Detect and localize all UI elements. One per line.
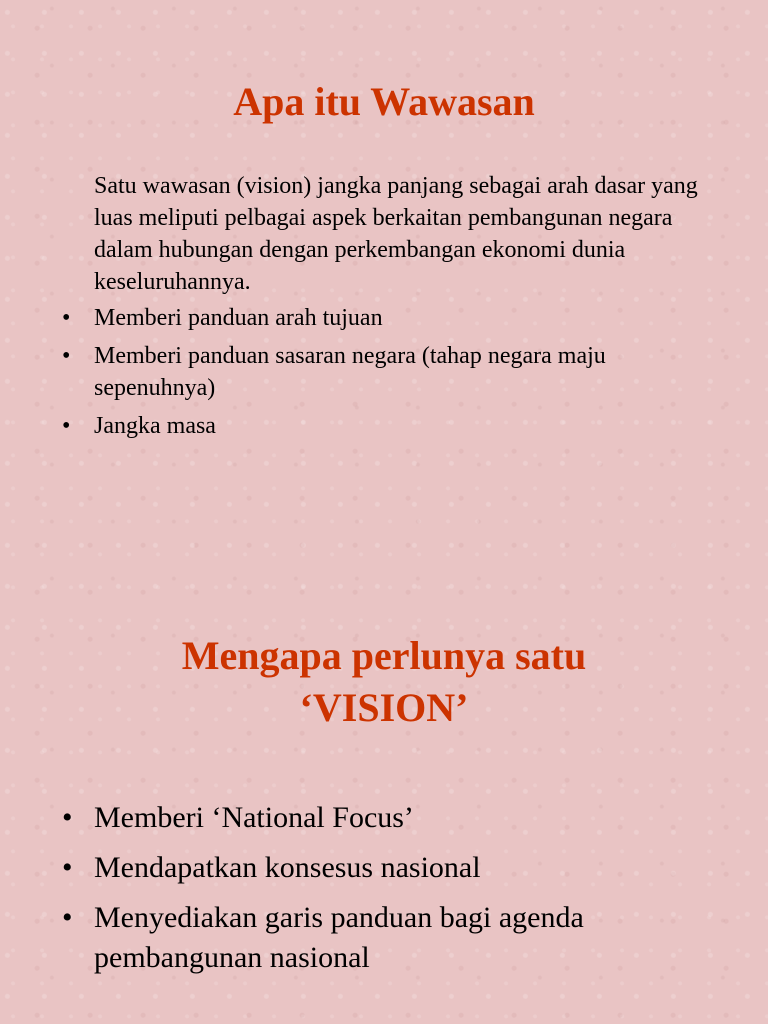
list-item-text: Memberi panduan sasaran negara (tahap negara maju sepenuhnya): [94, 343, 606, 401]
slide-title-line-1: Mengapa perlunya satu: [181, 633, 587, 678]
list-item: [60, 340, 700, 404]
list-item: [60, 798, 700, 838]
bullet-icon: •: [62, 343, 71, 369]
list-item: [60, 898, 700, 978]
list-item-text: Memberi panduan arah tujuan: [94, 305, 383, 331]
bullet-list: [60, 798, 700, 978]
definition-paragraph: Satu wawasan (vision) jangka panjang sebagai arah dasar yang luas meliputi pelbagai aspek berkaitan pembangunan negara dalam hubungan dengan perkembangan ekonomi dunia keseluruhannya.: [94, 173, 698, 295]
slide-title: [0, 630, 768, 734]
list-item-text: Mendapatkan konsesus nasional: [94, 851, 481, 884]
list-item: [60, 302, 700, 334]
slide-title: Apa itu Wawasan: [233, 79, 535, 124]
bullet-list: [60, 302, 700, 442]
list-item-text: Memberi ‘National Focus’: [94, 801, 414, 834]
list-item-text: Jangka masa: [94, 413, 216, 439]
slide-mengapa-perlunya-vision: [0, 512, 768, 1024]
bullet-icon: •: [62, 413, 71, 439]
list-item-text: Menyediakan garis panduan bagi agenda pembangunan nasional: [94, 901, 584, 974]
slide-body: [60, 798, 700, 988]
bullet-icon: •: [62, 851, 73, 884]
bullet-icon: •: [62, 801, 73, 834]
list-item: [60, 848, 700, 888]
bullet-icon: •: [62, 901, 73, 934]
list-item: [60, 410, 700, 442]
slide-title-line-2: ‘VISION’: [299, 685, 469, 730]
slide-body: [60, 170, 700, 448]
bullet-icon: •: [62, 305, 71, 331]
